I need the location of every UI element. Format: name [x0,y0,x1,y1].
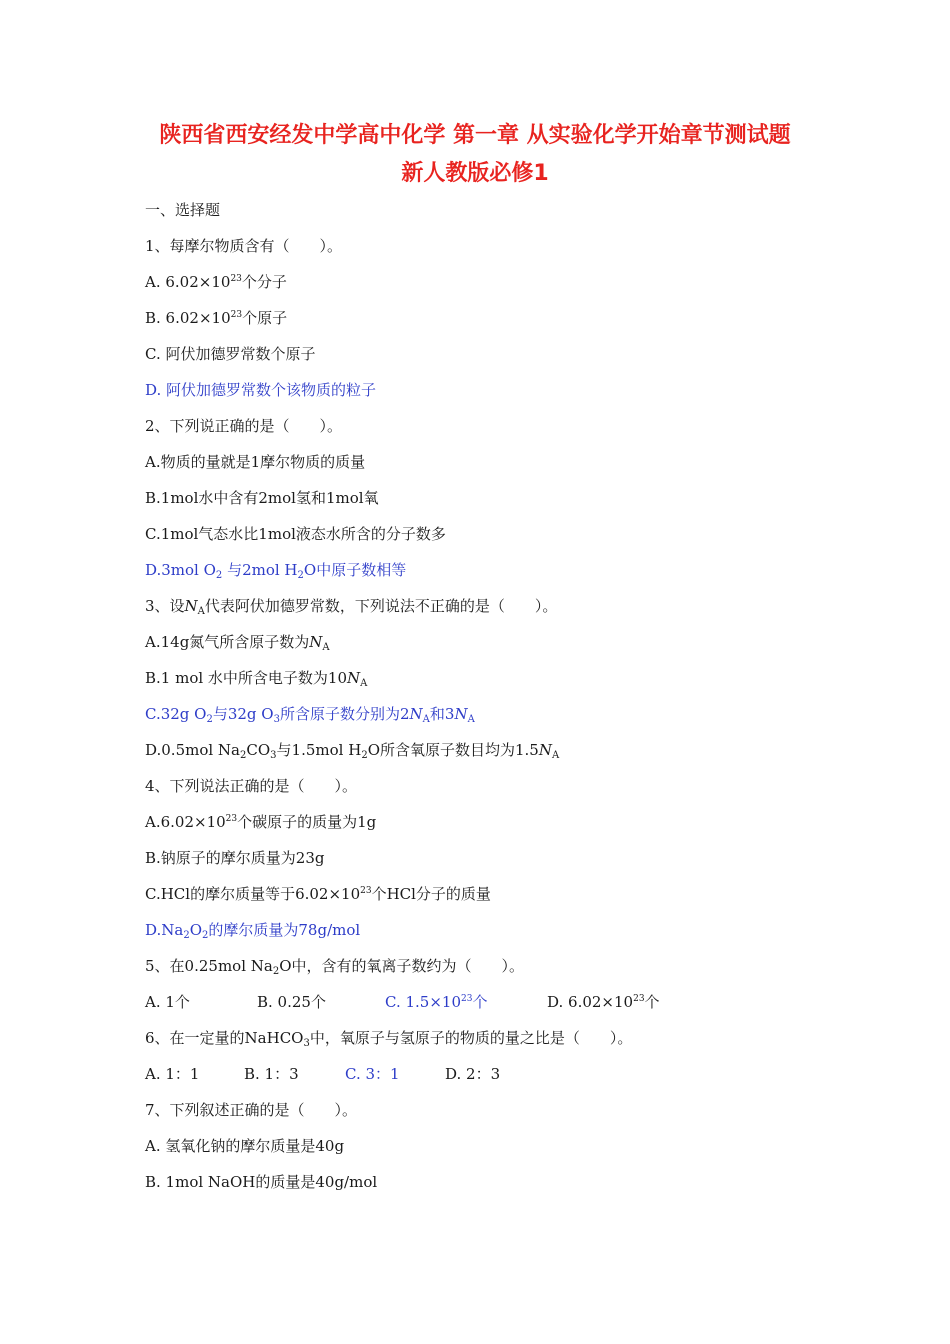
question-3-option-b: B.1 mol 水中所含电子数为$10N_A$ [145,669,368,689]
question-4-option-b: B.钠原子的摩尔质量为23g [145,849,325,867]
question-2-stem: 2、下列说正确的是（ ）。 [145,417,343,435]
question-2-option-c: C.1mol气态水比1mol液态水所含的分子数多 [145,525,446,543]
question-3-stem: 3、设$N_A$代表阿伏加德罗常数，下列说法不正确的是（ ）。 [145,597,558,617]
section-heading: 一、选择题 [145,201,221,219]
question-1-option-d-answer: D. 阿伏加德罗常数个该物质的粒子 [145,381,377,399]
question-2-option-b: B.1mol水中含有2mol氢和1mol氧 [145,489,379,507]
document-title-line-2: 新人教版必修1 [401,161,549,186]
question-6-option-d: D. 2：3 [445,1065,501,1083]
question-1-option-c: C. 阿伏加德罗常数个原子 [145,345,316,363]
question-3-option-c-answer: C.32g $O_2$与32g $O_3$所含原子数分别为$2N_A$和$3N_A$ [145,705,475,725]
question-1-option-a: A. $6.02\times 10^{23}$个分子 [145,273,287,291]
question-5-options [145,992,660,1012]
question-7-option-a: A. 氢氧化钠的摩尔质量是40g [145,1137,345,1155]
question-5-option-d: D. $6.02\times 10^{23}$个 [547,993,660,1011]
question-2-option-a: A.物质的量就是1摩尔物质的质量 [145,453,366,471]
question-4-option-c: C.HCl的摩尔质量等于$6.02\times 10^{23}$个HCl分子的质量 [145,885,491,903]
question-3-option-d: D.0.5mol $Na_2CO_3$与1.5mol $H_2O$所含氧原子数目均为$1.5N_A$ [145,741,560,761]
question-4-stem: 4、下列说法正确的是（ ）。 [145,777,358,795]
question-1-stem: 1、每摩尔物质含有（ ）。 [145,237,343,255]
question-5-option-a: A. 1个 [145,993,190,1011]
question-7-stem: 7、下列叙述正确的是（ ）。 [145,1101,358,1119]
question-6-option-b: B. 1：3 [244,1065,299,1083]
question-1-option-b: B. $6.02\times 10^{23}$个原子 [145,309,288,327]
question-7-option-b: B. 1mol NaOH的质量是40g/mol [145,1173,378,1191]
document-title-line-1: 陕西省西安经发中学高中化学 第一章 从实验化学开始章节测试题 [159,123,791,148]
question-6-option-a: A. 1：1 [145,1065,200,1083]
question-5-option-b: B. 0.25个 [257,993,326,1011]
question-6-stem: 6、在一定量的NaHCO$_3$中，氧原子与氢原子的物质的量之比是（ ）。 [145,1029,633,1049]
question-4-option-d-answer: $D.Na_2O_2$的摩尔质量为78g/mol [145,921,361,941]
question-3-option-a: A.14g氮气所含原子数为$N_A$ [145,633,330,653]
question-4-option-a: $A.6.02\times 10^{23}$个碳原子的质量为1g [145,813,377,831]
question-5-stem: 5、在0.25mol $Na_2O$中，含有的氧离子数约为（ ）。 [145,957,525,977]
question-5-option-c-answer: C. $1.5\times 10^{23}$个 [385,993,488,1011]
question-2-option-d-answer: D.3mol $O_2$ 与2mol $H_2O$中原子数相等 [145,561,407,581]
question-6-options [145,1064,500,1084]
question-6-option-c-answer: C. 3：1 [345,1065,400,1083]
